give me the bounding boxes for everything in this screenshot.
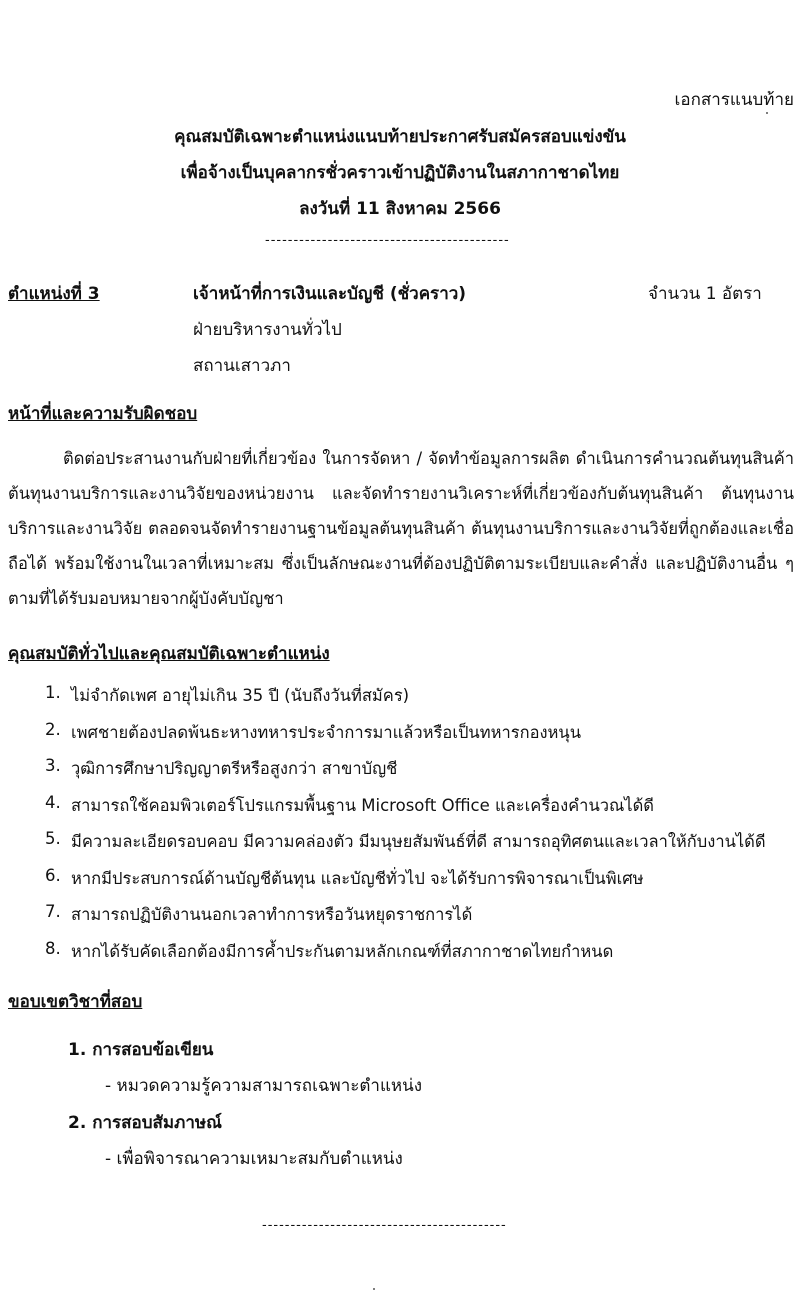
item-number: 5. <box>45 829 61 848</box>
position-label: ตำแหน่งที่ 3 <box>8 284 100 304</box>
item-number: 4. <box>45 792 61 812</box>
item-number: 6. <box>45 865 61 885</box>
item-number: 8. <box>45 938 61 958</box>
qualifications-heading: คุณสมบัติทั่วไปและคุณสมบัติเฉพาะตำแหน่ง <box>8 644 330 664</box>
exam-scope-heading: ขอบเขตวิชาที่สอบ <box>8 992 143 1012</box>
qualifications-list <box>45 683 766 975</box>
item-number: 2. <box>45 719 61 739</box>
list-item <box>45 720 766 757</box>
list-item <box>45 829 766 866</box>
separator-bottom: ------------------------------------------- <box>262 1218 507 1233</box>
item-number: 1. <box>45 683 61 702</box>
exam-subitem-interview: - เพื่อพิจารณาความเหมาะสมกับตำแหน่ง <box>105 1149 403 1169</box>
position-count: จำนวน 1 อัตรา <box>648 284 762 304</box>
scan-speck <box>766 112 768 114</box>
list-item <box>45 866 766 903</box>
document-attachment-tag: เอกสารแนบท้าย <box>674 90 794 110</box>
scan-speck <box>373 1288 375 1290</box>
title-date-line: ลงวันที่ 11 สิงหาคม 2566 <box>299 199 501 219</box>
list-item <box>45 793 766 830</box>
item-text: ไม่จำกัดเพศ อายุไม่เกิน 35 ปี (นับถึงวันที่สมัคร) <box>71 686 410 705</box>
list-item <box>45 756 766 793</box>
separator-top: ------------------------------------------- <box>265 233 510 248</box>
item-text: เพศชายต้องปลดพ้นธะหางทหารประจำการมาแล้วหรือเป็นทหารกองหนุน <box>71 722 581 742</box>
item-text: วุฒิการศึกษาปริญญาตรีหรือสูงกว่า สาขาบัญชี <box>71 759 398 778</box>
item-text: หากมีประสบการณ์ด้านบัญชีต้นทุน และบัญชีทั่วไป จะได้รับการพิจารณาเป็นพิเศษ <box>71 868 644 888</box>
list-item <box>45 902 766 939</box>
duties-heading: หน้าที่และความรับผิดชอบ <box>8 404 198 424</box>
list-item <box>45 683 766 720</box>
item-text: สามารถปฏิบัติงานนอกเวลาทำการหรือวันหยุดราชการได้ <box>71 905 473 924</box>
item-number: 7. <box>45 902 61 921</box>
title-line-1: คุณสมบัติเฉพาะตำแหน่งแนบท้ายประกาศรับสมัครสอบแข่งขัน <box>174 127 626 147</box>
item-text: สามารถใช้คอมพิวเตอร์โปรแกรมพื้นฐาน Microsoft Office และเครื่องคำนวณได้ดี <box>71 795 655 815</box>
exam-item-interview: 2. การสอบสัมภาษณ์ <box>68 1113 222 1133</box>
item-text: มีความละเอียดรอบคอบ มีความคล่องตัว มีมนุษยสัมพันธ์ที่ดี สามารถอุทิศตนและเวลาให้กับงานได้ดี <box>71 832 766 851</box>
item-text: หากได้รับคัดเลือกต้องมีการค้ำประกันตามหลักเกณฑ์ที่สภากาชาดไทยกำหนด <box>71 941 614 961</box>
list-item <box>45 939 766 976</box>
exam-subitem-written: - หมวดความรู้ความสามารถเฉพาะตำแหน่ง <box>105 1076 423 1096</box>
position-title: เจ้าหน้าที่การเงินและบัญชี (ชั่วคราว) <box>193 284 467 304</box>
title-line-2: เพื่อจ้างเป็นบุคลากรชั่วคราวเข้าปฏิบัติงานในสภากาชาดไทย <box>180 163 620 183</box>
exam-item-written: 1. การสอบข้อเขียน <box>68 1040 214 1060</box>
position-unit: สถานเสาวภา <box>193 356 291 376</box>
duties-paragraph: ติดต่อประสานงานกับฝ่ายที่เกี่ยวข้อง ในการจัดหา / จัดทำข้อมูลการผลิต ดำเนินการคำนวณต้นทุนสินค้า ต้นทุนงานบริการและงานวิจัยของหน่วยงาน และจัดทำรายงานวิเคราะห์ที่เกี่ยวข้องกับต้นทุนสินค้า ต้นทุนงานบริการและงานวิจัย ตลอดจนจัดทำรายงานฐานข้อมูลต้นทุนสินค้า ต้นทุนงานบริการและงานวิจัยที่ถูกต้องและเชื่อถือได้ พร้อมใช้งานในเวลาที่เหมาะสม ซึ่งเป็นลักษณะงานที่ต้องปฏิบัติตามระเบียบและคำสั่ง และปฏิบัติงานอื่น ๆ ตามที่ได้รับมอบหมายจากผู้บังคับบัญชา <box>8 449 794 608</box>
item-number: 3. <box>45 756 61 775</box>
position-department: ฝ่ายบริหารงานทั่วไป <box>193 320 342 340</box>
